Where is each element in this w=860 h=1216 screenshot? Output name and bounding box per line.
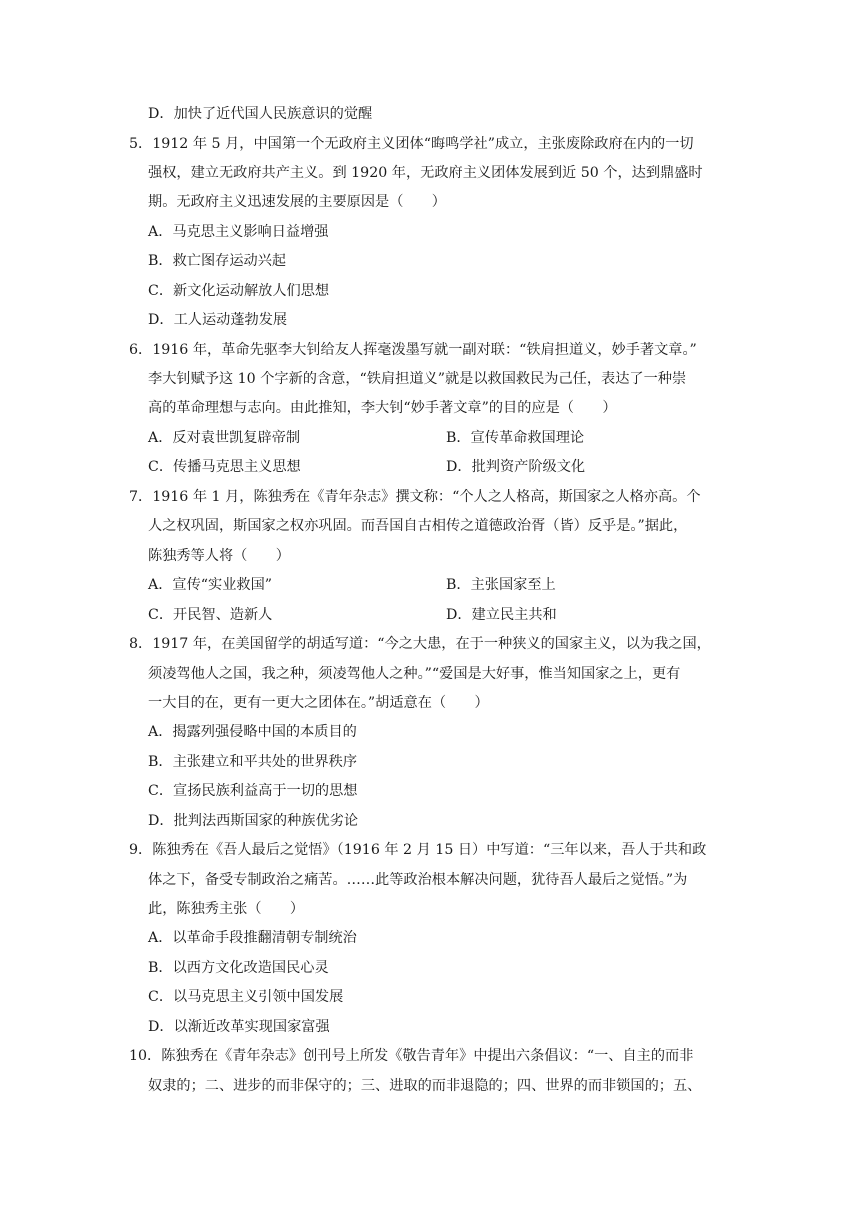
option-d: D．批判资产阶级文化 [446, 459, 586, 475]
option-a: A．揭露列强侵略中国的本质目的 [148, 724, 357, 740]
question-stem-line: 高的革命理想与志向。由此推知，李大钊“妙手著文章”的目的应是（ ） [148, 400, 617, 416]
option-c: C．新文化运动解放人们思想 [148, 283, 330, 299]
question-stem-line: 李大钊赋予这 10 个字新的含意，“铁肩担道义”就是以救国救民为己任，表达了一种崇 [148, 371, 687, 387]
option-b: B．主张国家至上 [446, 577, 556, 593]
question-stem-line: 陈独秀等人将（ ） [148, 548, 290, 564]
option-b: B．救亡图存运动兴起 [148, 253, 287, 269]
option-d: D．批判法西斯国家的种族优劣论 [148, 813, 359, 829]
question-stem-line: 强权，建立无政府共产主义。到 1920 年，无政府主义团体发展到近 50 个，达到鼎盛时 [148, 165, 703, 181]
question-stem-line: 奴隶的；二、进步的而非保守的；三、进取的而非退隐的；四、世界的而非锁国的；五、 [148, 1078, 702, 1094]
option-b: B．以西方文化改造国民心灵 [148, 960, 329, 976]
question-stem-line: 9．陈独秀在《吾人最后之觉悟》（1916 年 2 月 15 日）中写道：“三年以来，吾人于共和政 [129, 842, 707, 858]
question-stem-line: 此，陈独秀主张（ ） [148, 901, 305, 917]
option-a: A．以革命手段推翻清朝专制统治 [148, 930, 357, 946]
question-stem-line: 期。无政府主义迅速发展的主要原因是（ ） [148, 194, 446, 210]
option-a: A．马克思主义影响日益增强 [148, 224, 329, 240]
question-stem-line: 5．1912 年 5 月，中国第一个无政府主义团体“晦鸣学社”成立，主张废除政府在内的一切 [129, 136, 694, 152]
question-stem-line: 6．1916 年，革命先驱李大钊给友人挥毫泼墨写就一副对联：“铁肩担道义，妙手著文章。” [129, 342, 697, 358]
option-c: C．以马克思主义引领中国发展 [148, 989, 344, 1005]
option-c: C．传播马克思主义思想 [148, 459, 301, 475]
option-d: D．以渐近改革实现国家富强 [148, 1019, 330, 1035]
option-c: C．开民智、造新人 [148, 607, 273, 623]
question-stem-line: 人之权巩固，斯国家之权亦巩固。而吾国自古相传之道德政治胥（皆）反乎是。”据此， [148, 518, 688, 534]
prev-question-option-d: D．加快了近代国人民族意识的觉醒 [148, 106, 373, 122]
option-b: B．主张建立和平共处的世界秩序 [148, 754, 358, 770]
question-stem-line: 8．1917 年，在美国留学的胡适写道：“今之大患，在于一种狭义的国家主义，以为我之国， [129, 636, 711, 652]
option-a: A．反对袁世凯复辟帝制 [148, 430, 301, 446]
option-b: B．宣传革命救国理论 [446, 430, 585, 446]
option-d: D．工人运动蓬勃发展 [148, 312, 288, 328]
option-a: A．宣传“实业救国” [148, 577, 273, 593]
question-stem-line: 体之下，备受专制政治之痛苦。……此等政治根本解决问题，犹待吾人最后之觉悟。”为 [148, 872, 688, 888]
option-c: C．宣扬民族利益高于一切的思想 [148, 783, 358, 799]
question-stem-line: 一大目的在，更有一更大之团体在。”胡适意在（ ） [148, 695, 489, 711]
option-d: D．建立民主共和 [446, 607, 557, 623]
question-stem-line: 7．1916 年 1 月，陈独秀在《青年杂志》撰文称：“个人之人格高，斯国家之人格亦高。个 [129, 489, 701, 505]
question-stem-line: 须凌驾他人之国，我之种，须凌驾他人之种。”“爱国是大好事，惟当知国家之上，更有 [148, 666, 681, 682]
question-stem-line: 10．陈独秀在《青年杂志》创刊号上所发《敬告青年》中提出六条倡议：“一、自主的而非 [129, 1048, 694, 1064]
